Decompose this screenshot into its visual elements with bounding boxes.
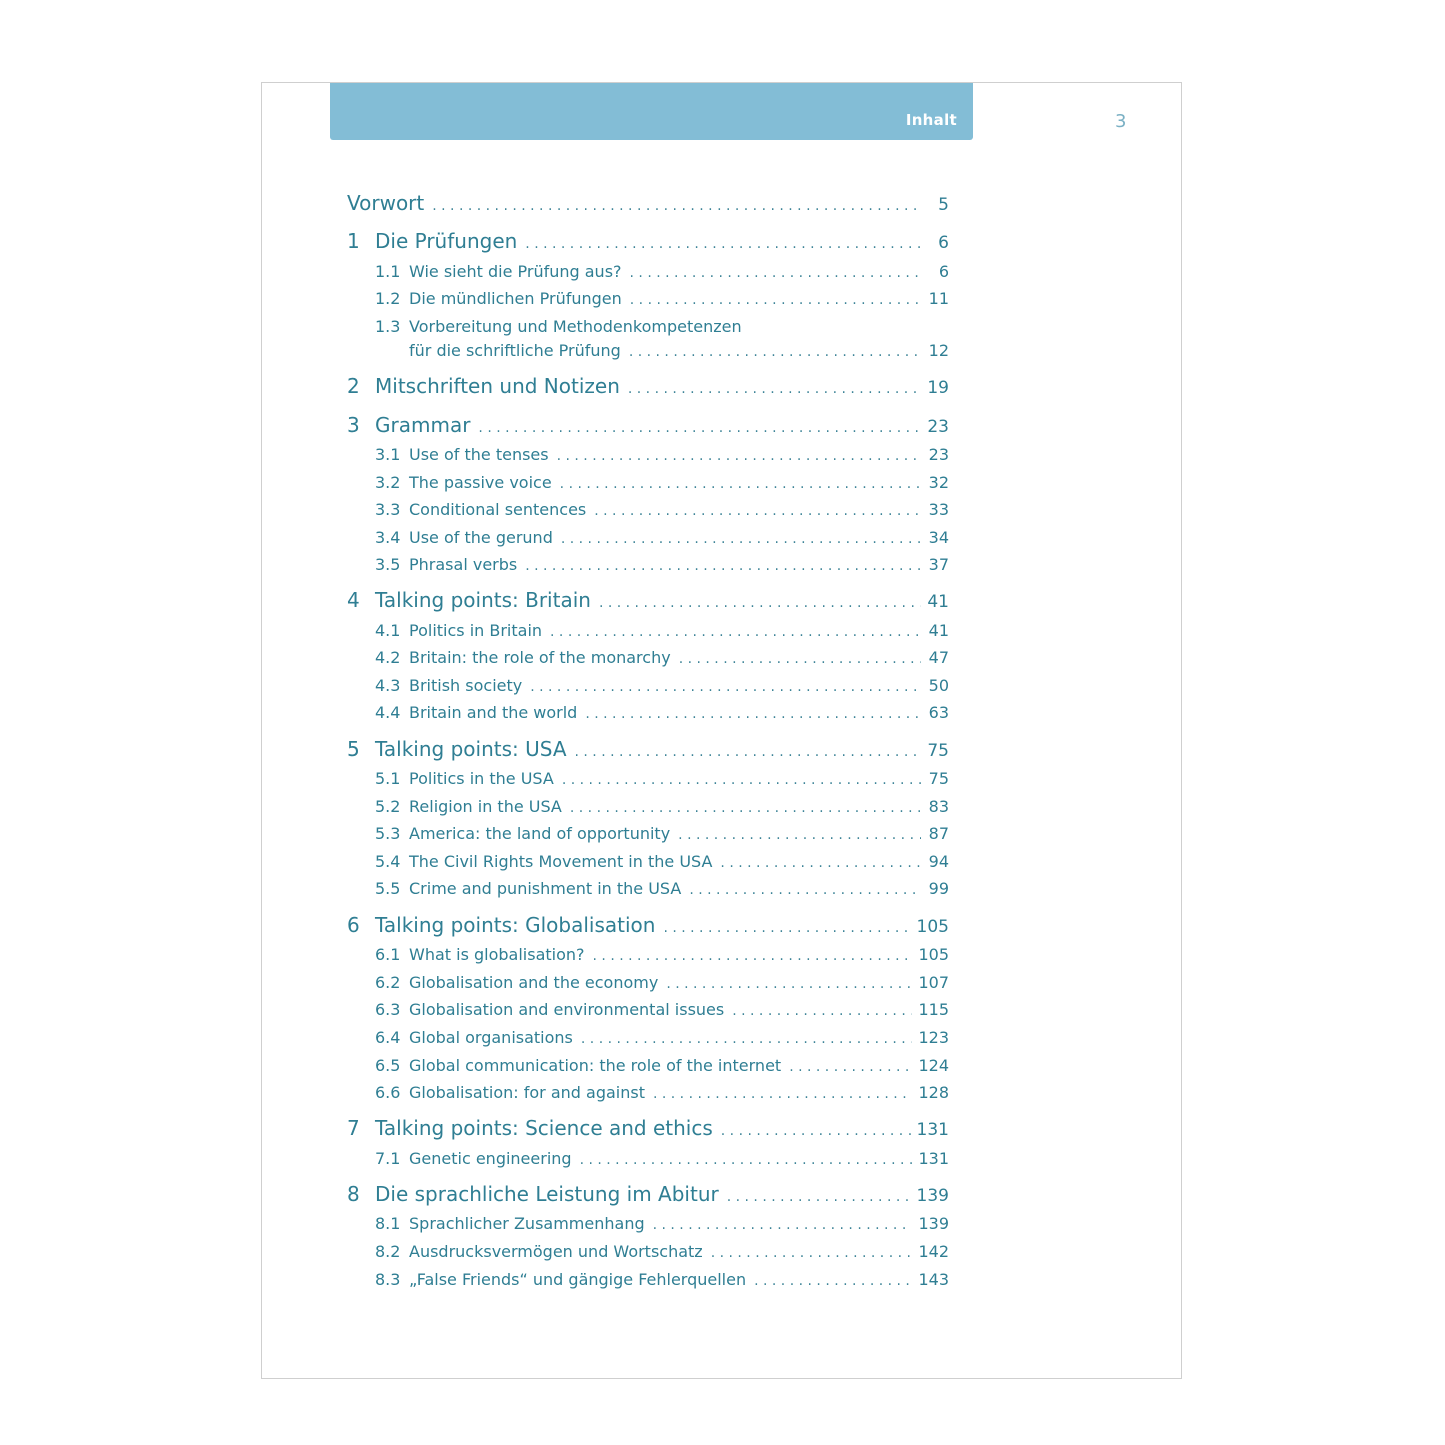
toc-entry-section[interactable] [347, 1242, 949, 1261]
header-bar [330, 83, 973, 140]
toc-title: Global communication: the role of the internet [409, 1056, 782, 1075]
toc-page: 19 [927, 378, 949, 398]
toc-number: 1.1 [375, 262, 401, 281]
toc-page: 131 [916, 1120, 949, 1140]
toc-page: 83 [928, 797, 949, 816]
toc-title: Politics in Britain [409, 621, 543, 640]
leader-dots [599, 595, 921, 611]
header-title: Inhalt [905, 111, 957, 129]
leader-dots [570, 800, 921, 816]
toc-title: Globalisation and the economy [409, 973, 659, 992]
toc-title: Talking points: Globalisation [375, 913, 656, 937]
leader-dots [530, 679, 921, 695]
toc-entry-chapter[interactable] [347, 1116, 949, 1140]
toc-entry-chapter[interactable] [347, 588, 949, 612]
toc-number: 2 [347, 374, 360, 398]
toc-number: 7.1 [375, 1149, 401, 1168]
leader-dots [653, 1217, 913, 1233]
leader-dots [557, 448, 921, 464]
leader-dots [575, 744, 922, 760]
toc-entry-vorwort[interactable] [347, 191, 949, 215]
toc-title: Globalisation and environmental issues [409, 1000, 725, 1019]
toc-number: 3 [347, 413, 360, 437]
toc-entry-section[interactable] [347, 1083, 949, 1102]
toc-number: 6.1 [375, 945, 401, 964]
toc-entry-section[interactable] [347, 879, 949, 898]
toc-number: 5 [347, 737, 360, 761]
toc-page: 47 [928, 648, 949, 667]
toc-entry-section[interactable] [347, 676, 949, 695]
toc-number: 8.1 [375, 1214, 401, 1233]
toc-entry-chapter[interactable] [347, 413, 949, 437]
toc-number: 5.4 [375, 852, 401, 871]
leader-dots [663, 920, 910, 936]
toc-entry-section[interactable] [347, 945, 949, 964]
toc-title: Phrasal verbs [409, 555, 518, 574]
leader-dots [630, 265, 921, 281]
toc-page: 23 [927, 417, 949, 437]
toc-page: 128 [918, 1083, 949, 1102]
toc-number: 7 [347, 1116, 360, 1140]
leader-dots [679, 651, 921, 667]
toc-page: 139 [918, 1214, 949, 1233]
toc-title: Die Prüfungen [375, 229, 518, 253]
toc-title: Conditional sentences [409, 500, 587, 519]
toc-entry-section[interactable] [347, 1028, 949, 1047]
toc-title: Globalisation: for and against [409, 1083, 645, 1102]
toc-number: 5.2 [375, 797, 401, 816]
toc-entry-section[interactable] [347, 1270, 949, 1289]
toc-number: 6.6 [375, 1083, 401, 1102]
toc-title: What is globalisation? [409, 945, 585, 964]
toc-entry-chapter[interactable] [347, 1182, 949, 1206]
toc-number: 4.2 [375, 648, 401, 667]
toc-entry-section[interactable] [347, 1214, 949, 1233]
toc-entry-section[interactable] [347, 852, 949, 871]
leader-dots [754, 1273, 912, 1289]
leader-dots [561, 531, 921, 547]
toc-title: Die sprachliche Leistung im Abitur [375, 1182, 719, 1206]
toc-page: 37 [928, 555, 949, 574]
toc-title: Crime and punishment in the USA [409, 879, 682, 898]
leader-dots [666, 976, 912, 992]
toc-number: 4 [347, 588, 360, 612]
toc-number: 1.2 [375, 289, 401, 308]
toc-entry-section[interactable] [347, 703, 949, 722]
toc-entry-section[interactable] [347, 262, 949, 281]
leader-dots [720, 855, 921, 871]
toc-title: Britain and the world [409, 703, 578, 722]
leader-dots [789, 1059, 912, 1075]
toc-title: Vorwort [347, 191, 425, 215]
toc-title: „False Friends“ und gängige Fehlerquellen [409, 1270, 747, 1289]
toc-number: 8.3 [375, 1270, 401, 1289]
leader-dots [629, 344, 921, 360]
leader-dots [711, 1245, 913, 1261]
leader-dots [550, 624, 921, 640]
leader-dots [581, 1031, 913, 1047]
leader-dots [727, 1189, 911, 1205]
toc-entry-chapter[interactable] [347, 374, 949, 398]
toc-number: 3.3 [375, 500, 401, 519]
toc-number: 8 [347, 1182, 360, 1206]
page-number: 3 [1115, 111, 1127, 132]
toc-page: 107 [918, 973, 949, 992]
toc-number: 8.2 [375, 1242, 401, 1261]
toc-entry-section[interactable] [347, 289, 949, 308]
toc-entry-section[interactable] [347, 973, 949, 992]
toc-page: 124 [918, 1056, 949, 1075]
toc-page: 33 [928, 500, 949, 519]
toc-entry-section[interactable] [347, 824, 949, 843]
toc-page: 5 [938, 195, 949, 215]
toc-number: 4.3 [375, 676, 401, 695]
toc-entry-section-continued[interactable] [409, 341, 949, 360]
leader-dots [525, 236, 921, 252]
leader-dots [732, 1003, 912, 1019]
leader-dots [585, 706, 921, 722]
toc-number: 3.1 [375, 445, 401, 464]
toc-title-line1: Vorbereitung und Methodenkompetenzen [409, 317, 742, 336]
toc-page: 23 [928, 445, 949, 464]
leader-dots [580, 1152, 913, 1168]
toc-page: 99 [928, 879, 949, 898]
toc-title: Mitschriften und Notizen [375, 374, 620, 398]
toc-page: 6 [938, 262, 949, 281]
toc-entry-section[interactable] [347, 1056, 949, 1075]
leader-dots [653, 1086, 912, 1102]
leader-dots [628, 381, 921, 397]
toc-page: 41 [928, 621, 949, 640]
toc-page: 6 [938, 233, 949, 253]
toc-title: Grammar [375, 413, 471, 437]
toc-entry-section[interactable] [347, 648, 949, 667]
toc-page: 41 [927, 592, 949, 612]
toc-number: 3.4 [375, 528, 401, 547]
toc-page: 139 [916, 1186, 949, 1206]
toc-number: 6.5 [375, 1056, 401, 1075]
toc-title: Sprachlicher Zusammenhang [409, 1214, 645, 1233]
toc-title: Talking points: Britain [375, 588, 591, 612]
toc-entry-chapter[interactable] [347, 913, 949, 937]
toc-page: 75 [928, 769, 949, 788]
toc-title: British society [409, 676, 523, 695]
toc-title: Religion in the USA [409, 797, 562, 816]
toc-entry-section[interactable] [347, 445, 949, 464]
toc-page: 12 [928, 341, 949, 360]
document-page [261, 82, 1182, 1379]
toc-number: 6.3 [375, 1000, 401, 1019]
toc-entry-section[interactable] [347, 500, 949, 519]
toc-entry-section[interactable] [347, 473, 949, 492]
toc-number: 6 [347, 913, 360, 937]
toc-title-line2: für die schriftliche Prüfung [409, 341, 621, 360]
toc-entry-section[interactable] [347, 555, 949, 574]
toc-title: Use of the gerund [409, 528, 553, 547]
toc-title: Wie sieht die Prüfung aus? [409, 262, 622, 281]
toc-page: 94 [928, 852, 949, 871]
toc-entry-chapter[interactable] [347, 737, 949, 761]
toc-page: 11 [928, 289, 949, 308]
leader-dots [525, 558, 921, 574]
toc-page: 115 [918, 1000, 949, 1019]
leader-dots [562, 772, 921, 788]
leader-dots [478, 420, 921, 436]
toc-page: 142 [918, 1242, 949, 1261]
toc-page: 75 [927, 741, 949, 761]
toc-entry-chapter[interactable] [347, 229, 949, 253]
toc-number: 3.2 [375, 473, 401, 492]
toc-entry-section[interactable] [347, 317, 949, 336]
leader-dots [560, 476, 921, 492]
toc-page: 131 [918, 1149, 949, 1168]
toc-title: Politics in the USA [409, 769, 554, 788]
toc-title: Britain: the role of the monarchy [409, 648, 671, 667]
leader-dots [678, 827, 921, 843]
toc-page: 34 [928, 528, 949, 547]
toc-number: 1.3 [375, 317, 401, 336]
toc-number: 5.5 [375, 879, 401, 898]
toc-page: 63 [928, 703, 949, 722]
toc-title: Talking points: USA [375, 737, 567, 761]
toc-title: Ausdrucksvermögen und Wortschatz [409, 1242, 703, 1261]
toc-page: 32 [928, 473, 949, 492]
toc-number: 4.4 [375, 703, 401, 722]
toc-title: Die mündlichen Prüfungen [409, 289, 622, 308]
toc-page: 105 [918, 945, 949, 964]
leader-dots [630, 292, 921, 308]
leader-dots [593, 948, 913, 964]
toc-title: The Civil Rights Movement in the USA [409, 852, 713, 871]
toc-page: 87 [928, 824, 949, 843]
toc-page: 123 [918, 1028, 949, 1047]
toc-number: 1 [347, 229, 360, 253]
toc-entry-section[interactable] [347, 1149, 949, 1168]
toc-number: 5.3 [375, 824, 401, 843]
toc-number: 6.4 [375, 1028, 401, 1047]
toc-number: 6.2 [375, 973, 401, 992]
leader-dots [432, 198, 921, 214]
toc-entry-section[interactable] [347, 621, 949, 640]
toc-title: Genetic engineering [409, 1149, 572, 1168]
toc-page: 143 [918, 1270, 949, 1289]
toc-title: Use of the tenses [409, 445, 549, 464]
toc-title: Talking points: Science and ethics [375, 1116, 713, 1140]
toc-entry-section[interactable] [347, 528, 949, 547]
toc-entry-section[interactable] [347, 769, 949, 788]
toc-number: 4.1 [375, 621, 401, 640]
toc-number: 3.5 [375, 555, 401, 574]
toc-title: America: the land of opportunity [409, 824, 671, 843]
toc-entry-section[interactable] [347, 797, 949, 816]
toc-title: Global organisations [409, 1028, 573, 1047]
toc-number: 5.1 [375, 769, 401, 788]
toc-entry-section[interactable] [347, 1000, 949, 1019]
leader-dots [594, 503, 921, 519]
leader-dots [689, 882, 921, 898]
toc-title: The passive voice [409, 473, 552, 492]
leader-dots [721, 1123, 911, 1139]
toc-page: 105 [916, 917, 949, 937]
toc-page: 50 [928, 676, 949, 695]
